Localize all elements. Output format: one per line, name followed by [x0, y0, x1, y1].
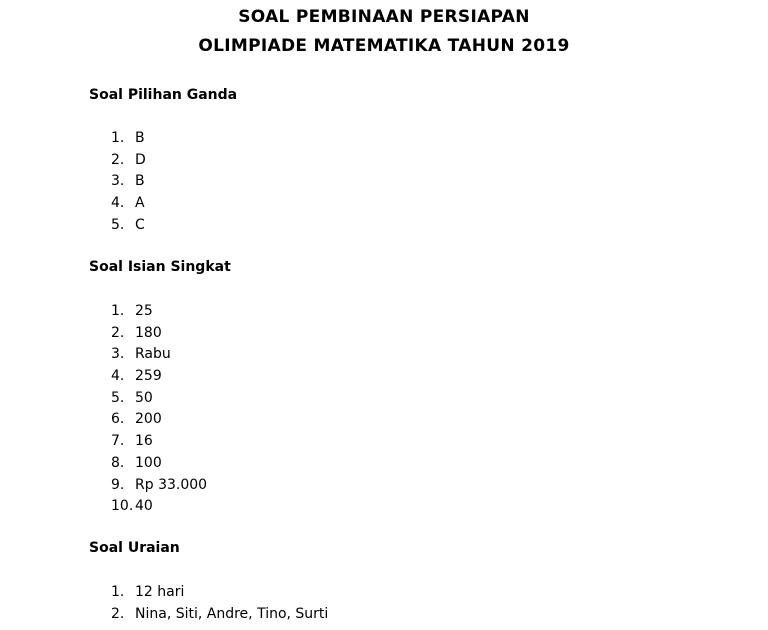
item-number: 2. [111, 324, 125, 341]
item-answer: 40 [135, 498, 153, 515]
item-answer: 16 [135, 433, 153, 450]
answer-list-pilihan-ganda [111, 128, 146, 236]
list-item [111, 453, 207, 475]
item-answer: 12 hari [135, 584, 185, 600]
item-number: 4. [111, 195, 125, 212]
item-answer: 259 [135, 368, 162, 385]
section-heading-uraian: Soal Uraian [89, 540, 180, 556]
answer-list-isian-singkat [111, 301, 207, 518]
item-number: 1. [111, 130, 125, 146]
list-item [111, 604, 328, 626]
item-answer: B [135, 173, 145, 190]
item-number: 1. [111, 584, 125, 600]
document-title-line-1: SOAL PEMBINAAN PERSIAPAN [238, 7, 530, 27]
item-answer: Rp 33.000 [135, 476, 208, 493]
list-item [111, 344, 207, 366]
item-answer: B [135, 130, 145, 146]
list-item [111, 128, 146, 150]
section-heading-isian-singkat: Soal Isian Singkat [89, 259, 231, 275]
item-number: 2. [111, 151, 125, 168]
item-answer: A [135, 195, 145, 212]
item-number: 3. [111, 346, 125, 363]
item-number: 10. [111, 498, 134, 515]
list-item [111, 150, 146, 172]
item-answer: C [135, 216, 145, 233]
item-number: 4. [111, 368, 125, 385]
list-item [111, 388, 207, 410]
list-item [111, 171, 146, 193]
item-answer: 100 [135, 454, 162, 471]
list-item [111, 409, 207, 431]
item-number: 9. [111, 476, 125, 493]
item-answer: Nina, Siti, Andre, Tino, Surti [135, 605, 329, 622]
item-answer: D [135, 151, 146, 168]
item-number: 2. [111, 605, 125, 622]
item-answer: 200 [135, 411, 162, 428]
item-number: 3. [111, 173, 125, 190]
list-item [111, 475, 207, 497]
list-item [111, 431, 207, 453]
list-item [111, 215, 146, 237]
item-answer: Rabu [135, 346, 171, 363]
item-answer: 180 [135, 324, 162, 341]
list-item [111, 496, 207, 518]
list-item [111, 366, 207, 388]
item-answer: 50 [135, 389, 153, 406]
item-answer: 25 [135, 303, 153, 319]
document-title-line-2: OLIMPIADE MATEMATIKA TAHUN 2019 [198, 36, 570, 56]
list-item [111, 193, 146, 215]
item-number: 5. [111, 216, 125, 233]
item-number: 6. [111, 411, 125, 428]
section-heading-pilihan-ganda: Soal Pilihan Ganda [89, 87, 238, 103]
item-number: 8. [111, 454, 125, 471]
list-item [111, 323, 207, 345]
item-number: 5. [111, 389, 125, 406]
item-number: 7. [111, 433, 125, 450]
list-item [111, 301, 207, 323]
list-item [111, 582, 328, 604]
answer-list-uraian [111, 582, 328, 625]
item-number: 1. [111, 303, 125, 319]
